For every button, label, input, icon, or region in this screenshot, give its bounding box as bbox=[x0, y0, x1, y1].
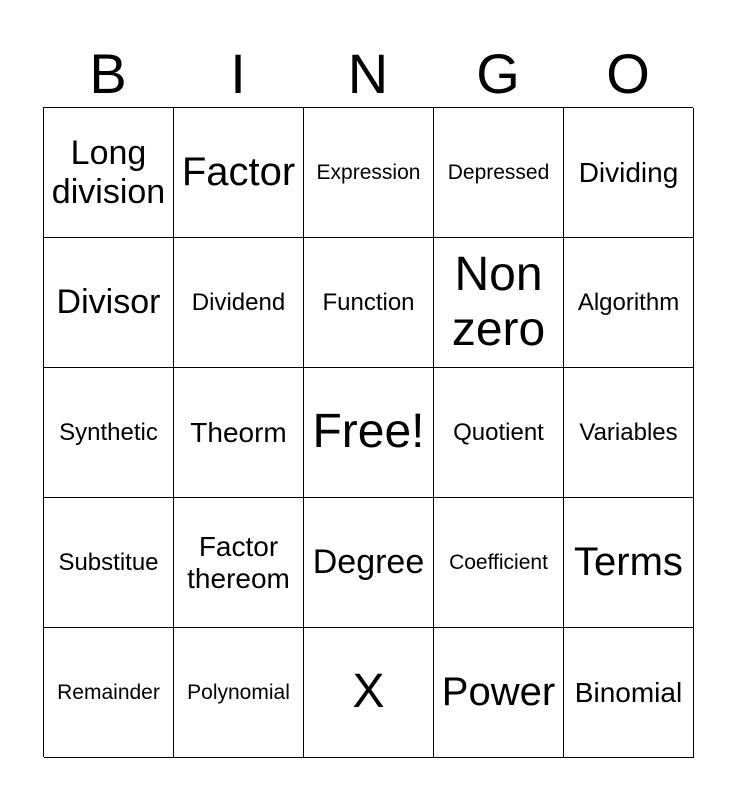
bingo-cell[interactable]: Dividing bbox=[564, 108, 694, 238]
bingo-cell[interactable]: Function bbox=[304, 238, 434, 368]
bingo-cell[interactable]: Dividend bbox=[174, 238, 304, 368]
bingo-cell[interactable]: Factor bbox=[174, 108, 304, 238]
bingo-cell[interactable]: Theorm bbox=[174, 368, 304, 498]
bingo-cell[interactable]: Coefficient bbox=[434, 498, 564, 628]
bingo-cell[interactable]: Binomial bbox=[564, 628, 694, 758]
bingo-cell[interactable]: Non zero bbox=[434, 238, 564, 368]
bingo-cell[interactable]: Expression bbox=[304, 108, 434, 238]
bingo-cell[interactable]: Degree bbox=[304, 498, 434, 628]
header-letter-o: O bbox=[606, 42, 650, 105]
bingo-cell[interactable]: Substitue bbox=[44, 498, 174, 628]
bingo-cell[interactable]: Variables bbox=[564, 368, 694, 498]
bingo-cell[interactable]: Synthetic bbox=[44, 368, 174, 498]
bingo-cell[interactable]: Depressed bbox=[434, 108, 564, 238]
bingo-cell[interactable]: Long division bbox=[44, 108, 174, 238]
bingo-cell[interactable]: X bbox=[304, 628, 434, 758]
bingo-cell[interactable]: Terms bbox=[564, 498, 694, 628]
bingo-cell[interactable]: Divisor bbox=[44, 238, 174, 368]
bingo-cell[interactable]: Quotient bbox=[434, 368, 564, 498]
bingo-header bbox=[43, 40, 693, 108]
bingo-board bbox=[43, 107, 693, 757]
bingo-cell[interactable]: Polynomial bbox=[174, 628, 304, 758]
header-letter-b: B bbox=[89, 42, 127, 105]
bingo-cell[interactable]: Algorithm bbox=[564, 238, 694, 368]
header-letter-n: N bbox=[347, 42, 389, 105]
free-space-cell[interactable]: Free! bbox=[304, 368, 434, 498]
bingo-cell[interactable]: Factor thereom bbox=[174, 498, 304, 628]
header-letter-i: I bbox=[230, 42, 246, 105]
bingo-cell[interactable]: Power bbox=[434, 628, 564, 758]
bingo-cell[interactable]: Remainder bbox=[44, 628, 174, 758]
header-letter-g: G bbox=[476, 42, 520, 105]
